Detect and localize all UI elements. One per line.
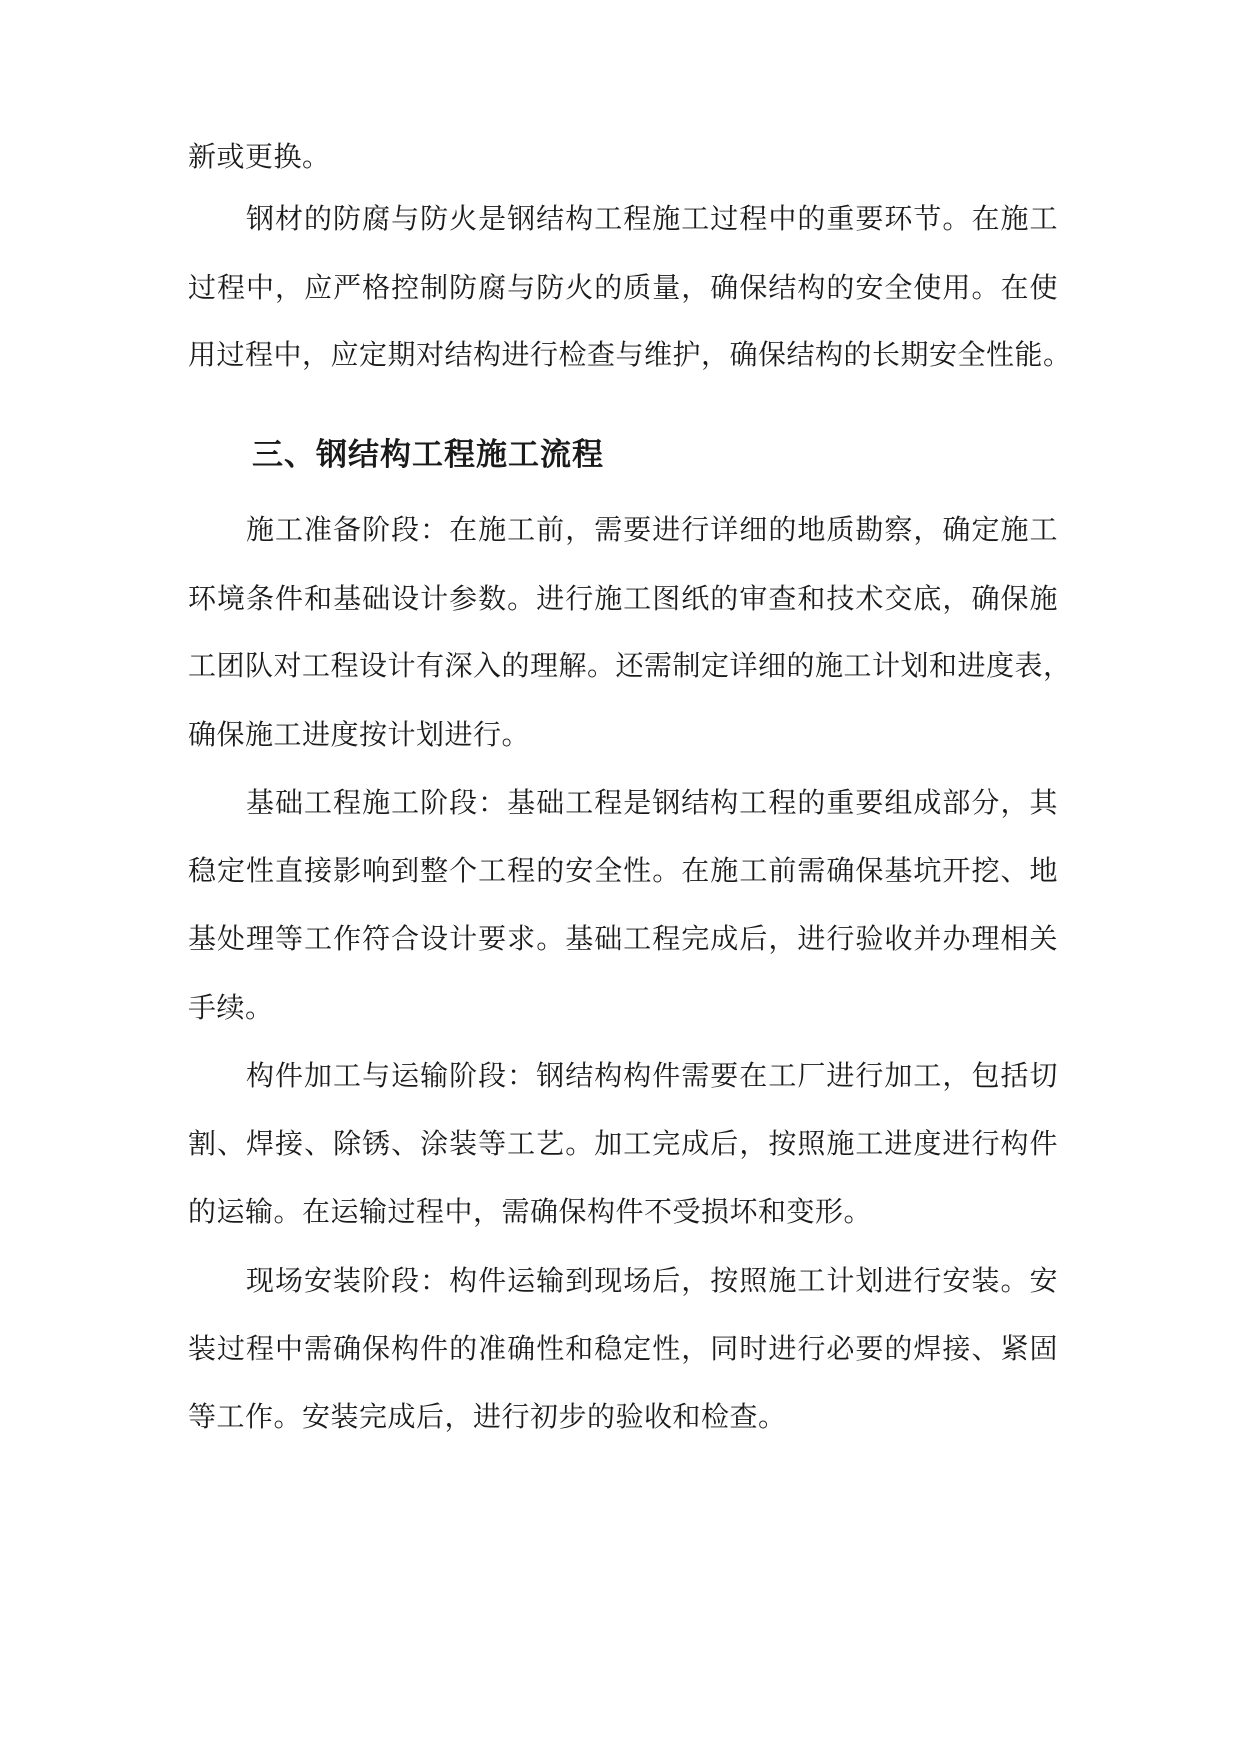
paragraph-line: 过程中，应严格控制防腐与防火的质量，确保结构的安全使用。在使: [188, 271, 1058, 304]
paragraph-line: 环境条件和基础设计参数。进行施工图纸的审查和技术交底，确保施: [188, 582, 1058, 615]
paragraph-line: 钢材的防腐与防火是钢结构工程施工过程中的重要环节。在施工: [246, 202, 1058, 235]
paragraph-line: 等工作。安装完成后，进行初步的验收和检查。: [188, 1400, 787, 1433]
paragraph-line: 新或更换。: [188, 140, 331, 173]
paragraph-line: 割、焊接、除锈、涂装等工艺。加工完成后，按照施工进度进行构件: [188, 1127, 1058, 1160]
paragraph-line: 现场安装阶段：构件运输到现场后，按照施工计划进行安装。安: [246, 1264, 1058, 1297]
paragraph-line: 稳定性直接影响到整个工程的安全性。在施工前需确保基坑开挖、地: [188, 854, 1058, 887]
paragraph-line: 用过程中，应定期对结构进行检查与维护，确保结构的长期安全性能。: [188, 338, 1072, 371]
paragraph-line: 基处理等工作符合设计要求。基础工程完成后，进行验收并办理相关: [188, 922, 1058, 955]
section-heading: 三、钢结构工程施工流程: [252, 437, 604, 473]
paragraph-line: 手续。: [188, 991, 274, 1024]
paragraph-line: 基础工程施工阶段：基础工程是钢结构工程的重要组成部分，其: [246, 786, 1058, 819]
paragraph-line: 的运输。在运输过程中，需确保构件不受损坏和变形。: [188, 1195, 873, 1228]
paragraph-line: 确保施工进度按计划进行。: [188, 718, 531, 751]
paragraph-line: 施工准备阶段：在施工前，需要进行详细的地质勘察，确定施工: [246, 513, 1058, 546]
paragraph-line: 装过程中需确保构件的准确性和稳定性，同时进行必要的焊接、紧固: [188, 1332, 1058, 1365]
paragraph-line: 工团队对工程设计有深入的理解。还需制定详细的施工计划和进度表，: [188, 649, 1072, 682]
paragraph-line: 构件加工与运输阶段：钢结构构件需要在工厂进行加工，包括切: [246, 1059, 1058, 1092]
